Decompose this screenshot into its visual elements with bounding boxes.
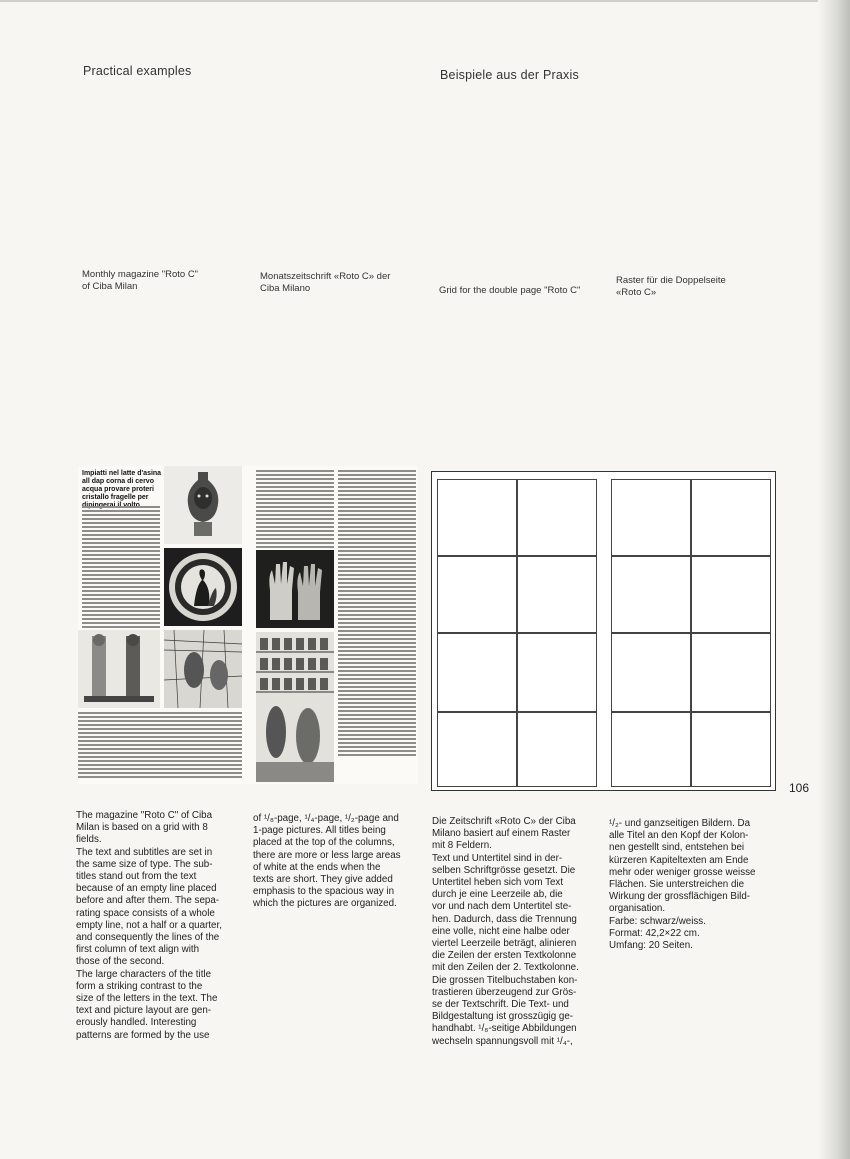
- magazine-right-text-top: [256, 470, 334, 550]
- vase-head-picture: [164, 466, 242, 544]
- grid-cell: [611, 556, 691, 633]
- grid-diagram: [431, 471, 776, 791]
- body-text-en-2: of ¹/₈-page, ¹/₄-page, ¹/₂-page and 1-page pictures. All titles being placed at the top of the columns, there are more or less large areas of white at the ends when the texts are short. They give added emphasis to the spacious way in which the pictures are organized.: [253, 813, 401, 910]
- grid-cell: [437, 479, 517, 556]
- grid-cell: [691, 556, 771, 633]
- top-rule: [0, 0, 850, 2]
- grid-cell: [691, 633, 771, 712]
- magazine-right-page: [250, 466, 418, 784]
- heading-beispiele: Beispiele aus der Praxis: [440, 68, 579, 82]
- caption-grid-en: Grid for the double page "Roto C": [439, 285, 581, 296]
- engraving-picture: [164, 630, 242, 708]
- body-text-de-1: Die Zeitschrift «Roto C» der Ciba Milano basiert auf einem Raster mit 8 Feldern. Text und Untertitel sind in der- selben Schriftgrösse gesetzt. Die Untertitel heben sich vom Text durch je eine Leerzeile ab, die vor und nach dem Untertitel ste- hen. Dadurch, dass die Trennung eine volle, nicht eine halbe oder viertel Leerzeile beträgt, alinieren die Zeilen der ersten Textkolonne mit den Zeilen der 2. Textkolonne. Die grossen Titelbuchstaben kon- trastieren überzeugend zur Grös- se der Textschrift. Die Text- und Bildgestaltung ist grosszügig ge- handhabt. ¹/₈-seitige Abbildungen wechseln spannungsvoll mit ¹/₄-,: [432, 816, 579, 1047]
- page-number: 106: [789, 781, 810, 795]
- magazine-spread: [78, 466, 416, 784]
- grid-cell: [517, 712, 597, 787]
- magazine-headline: Impiatti nel latte d'asina all dap corna di cervo acqua provare proteri cristallo fragelle per: [82, 470, 162, 501]
- magazine-right-text-column: [338, 470, 416, 758]
- grid-cell: [517, 556, 597, 633]
- magazine-text-column: [82, 506, 160, 650]
- grid-cell: [437, 633, 517, 712]
- pharmacy-engraving-picture: [256, 632, 334, 782]
- heading-practical-examples: Practical examples: [83, 64, 192, 78]
- gloves-picture: [256, 550, 334, 628]
- plate-picture: [164, 548, 242, 626]
- caption-magazine-de: Monatszeitschrift «Roto C» der Ciba Milano: [260, 271, 391, 294]
- grid-cell: [691, 479, 771, 556]
- grid-cell: [517, 479, 597, 556]
- grid-cell: [437, 556, 517, 633]
- grid-cell: [437, 712, 517, 787]
- grid-cell: [611, 712, 691, 787]
- magazine-caption-text: [78, 712, 242, 780]
- magazine-left-page: [78, 466, 246, 784]
- grid-cell: [611, 633, 691, 712]
- grid-cell: [611, 479, 691, 556]
- grid-cell: [691, 712, 771, 787]
- body-text-de-2: ¹/₂- und ganzseitigen Bildern. Da alle Titel an den Kopf der Kolon- nen gestellt sind, entstehen bei kürzeren Kapiteltexten am Ende mehr oder weniger grosse weisse Flächen. Sie unterstreichen die Wirkung der grossflächigen Bild- organisation. Farbe: schwarz/weiss. Format: 42,2×22 cm. Umfang: 20 Seiten.: [609, 818, 756, 952]
- body-text-en-1: The magazine "Roto C" of Ciba Milan is based on a grid with 8 fields. The text and subtitles are set in the same size of type. The sub- titles stand out from the text because of an empty line placed before and after them. The sepa- rating space consists of a whole empty line, not a half or a quarter, and consequently the lines of the first column of text align with those of the second. The large characters of the title form a striking contrast to the size of the letters in the text. The text and picture layout are gen- erously handled. Interesting patterns are formed by the use: [76, 810, 222, 1041]
- caption-grid-de: Raster für die Doppelseite «Roto C»: [616, 275, 726, 298]
- magazine-credit: [338, 742, 358, 746]
- caption-magazine-en: Monthly magazine "Roto C" of Ciba Milan: [82, 269, 199, 292]
- figures-picture: [78, 630, 160, 708]
- page-edge-shadow: [818, 0, 850, 1159]
- grid-cell: [517, 633, 597, 712]
